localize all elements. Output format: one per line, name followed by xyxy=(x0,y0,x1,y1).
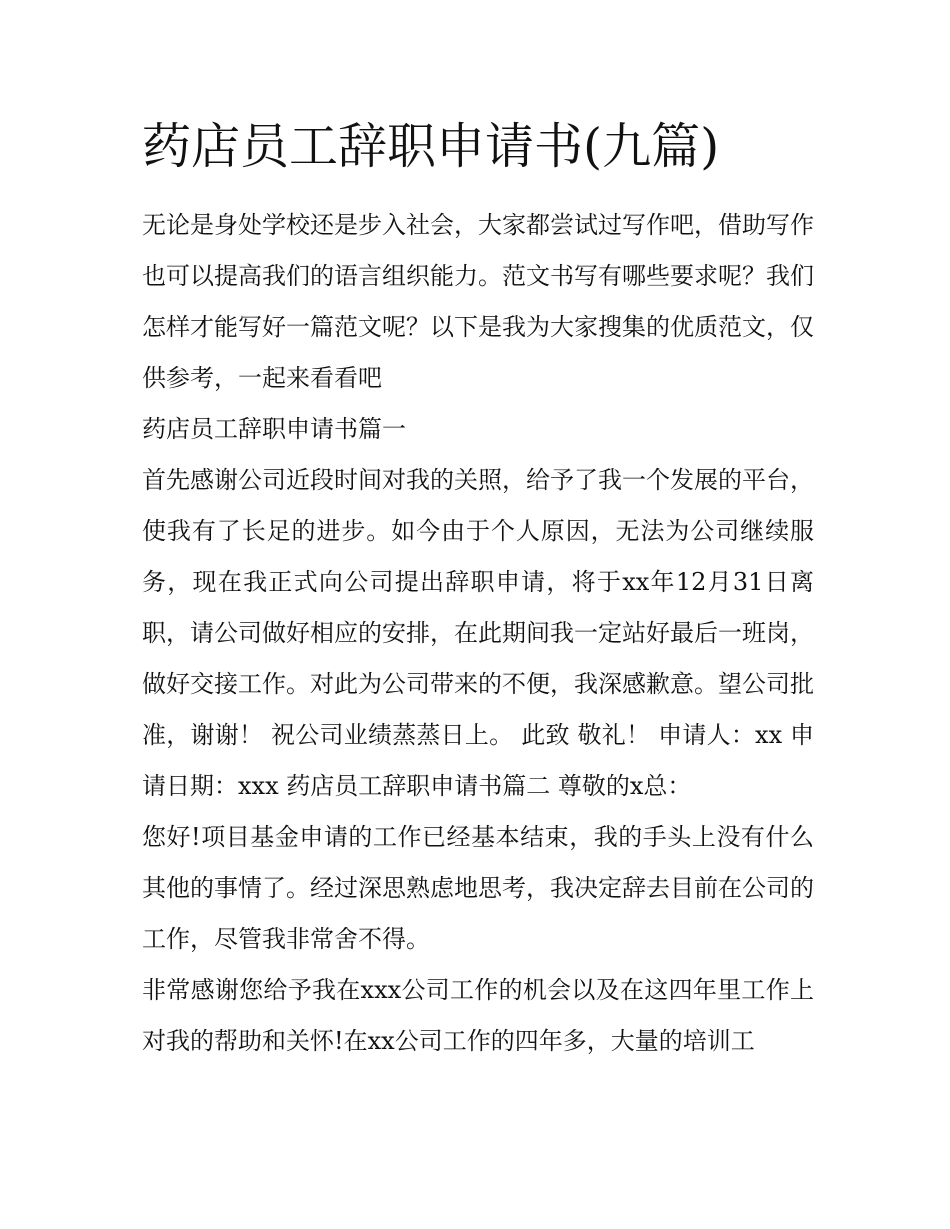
body-paragraph-2: 您好!项目基金申请的工作已经基本结束，我的手头上没有什么其他的事情了。经过深思熟虑地思考，我决定辞去目前在公司的工作，尽管我非常舍不得。 xyxy=(142,823,814,953)
body-paragraph-3: 非常感谢您给予我在xxx公司工作的机会以及在这四年里工作上对我的帮助和关怀!在xx公司工作的四年多，大量的培训工 xyxy=(142,976,814,1055)
section-heading-1: 药店员工辞职申请书篇一 xyxy=(142,415,406,443)
document-body xyxy=(142,112,814,1067)
intro-paragraph: 无论是身处学校还是步入社会，大家都尝试过写作吧，借助写作也可以提高我们的语言组织能力。范文书写有哪些要求呢？我们怎样才能写好一篇范文呢？以下是我为大家搜集的优质范文，仅供参考，一起来看看吧 xyxy=(142,211,814,392)
body-paragraph-1: 首先感谢公司近段时间对我的关照，给予了我一个发展的平台，使我有了长足的进步。如今由于个人原因，无法为公司继续服务，现在我正式向公司提出辞职申请，将于xx年12月31日离职，请公司做好相应的安排，在此期间我一定站好最后一班岗，做好交接工作。对此为公司带来的不便，我深感歉意。望公司批准，谢谢！ 祝公司业绩蒸蒸日上。 此致 敬礼！ 申请人：xx 申请日期：xxx 药店员工辞职申请书篇二 尊敬的x总： xyxy=(142,466,814,800)
document-title: 药店员工辞职申请书(九篇) xyxy=(142,118,720,175)
